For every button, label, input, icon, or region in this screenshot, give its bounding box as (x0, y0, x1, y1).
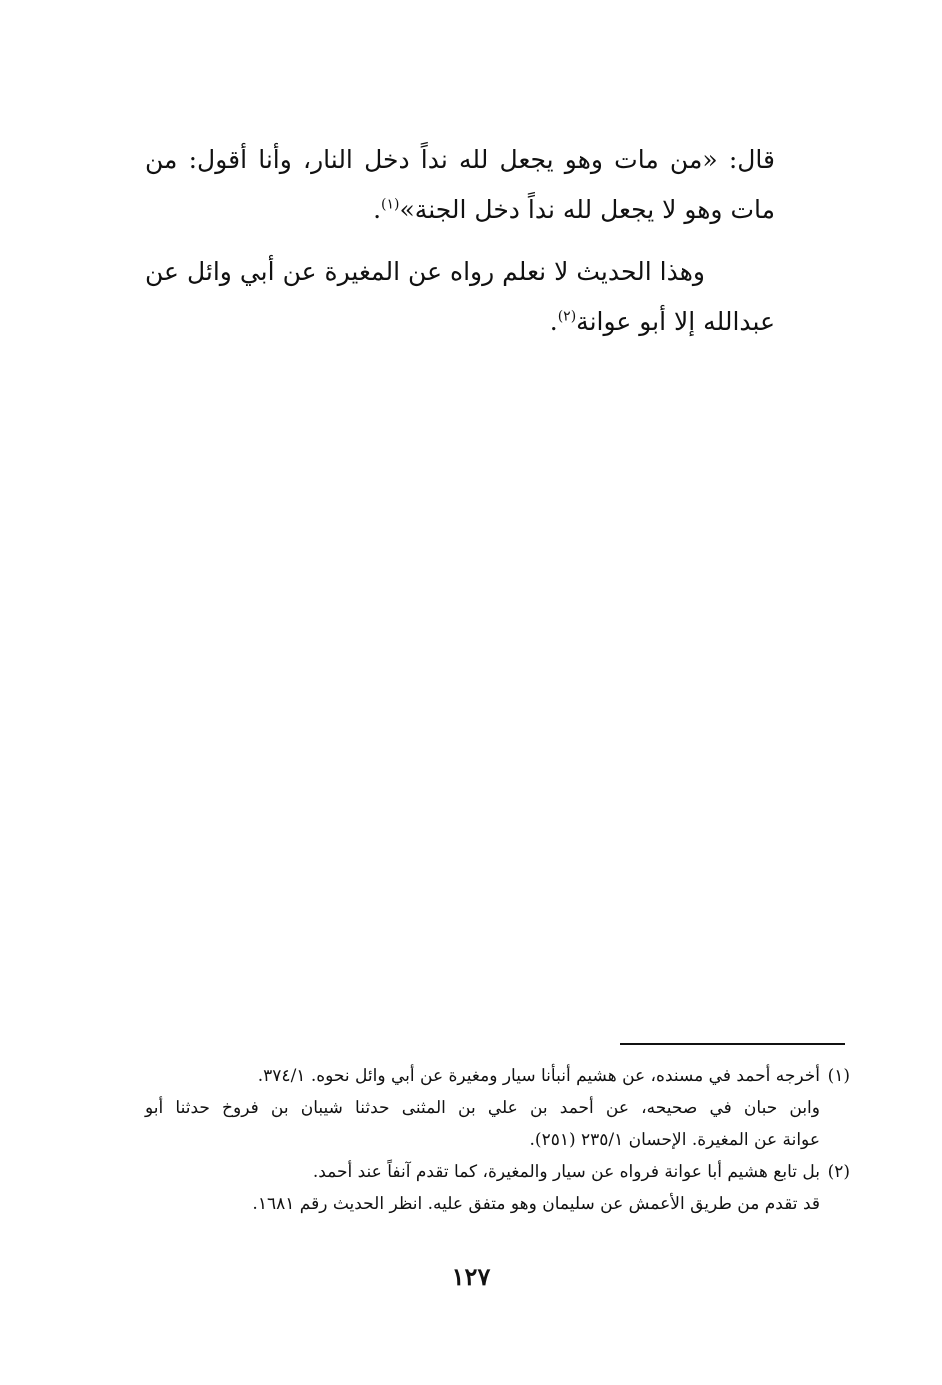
footnote-1-number: (١) (827, 1066, 850, 1086)
footnotes-block (145, 1060, 850, 1220)
paragraph-2 (145, 247, 775, 347)
footnote-2 (145, 1156, 850, 1220)
footnote-2-line-1 (145, 1156, 850, 1188)
footnote-divider (620, 1043, 845, 1045)
page-number: ١٢٧ (451, 1262, 491, 1291)
footnote-1-line-2: وابن حبان في صحيحه، عن أحمد بن علي بن المثنى حدثنا شيبان بن فروخ حدثنا أبو (145, 1098, 820, 1118)
paragraph-2-text: وهذا الحديث لا نعلم رواه عن المغيرة عن أبي وائل عن عبدالله إلا أبو عوانة (145, 257, 775, 336)
footnote-2-number: (٢) (827, 1162, 850, 1182)
footnote-1 (145, 1060, 850, 1156)
paragraph-1 (145, 135, 775, 235)
footnote-ref-2: (٢) (557, 308, 577, 325)
footnote-1-line-3: عوانة عن المغيرة. الإحسان ٢٣٥/١ (٢٥١). (529, 1130, 820, 1150)
footnote-1-line-1-text: أخرجه أحمد في مسنده، عن هشيم أنبأنا سيار ومغيرة عن أبي وائل نحوه. ٣٧٤/١. (257, 1066, 820, 1086)
main-text-block (145, 135, 775, 347)
footnote-1-line-1 (145, 1060, 850, 1092)
paragraph-1-text: قال: «من مات وهو يجعل لله نداً دخل النار، وأنا أقول: من مات وهو لا يجعل لله نداً دخل الجنة» (145, 145, 775, 224)
paragraph-2-period: . (549, 307, 558, 336)
footnote-ref-1: (١) (381, 196, 400, 213)
footnote-2-line-2: قد تقدم من طريق الأعمش عن سليمان وهو متفق عليه. انظر الحديث رقم ١٦٨١. (252, 1194, 820, 1214)
paragraph-1-period: . (373, 195, 382, 224)
footnote-2-line-1-text: بل تابع هشيم أبا عوانة فرواه عن سيار والمغيرة، كما تقدم آنفاً عند أحمد. (312, 1162, 820, 1182)
